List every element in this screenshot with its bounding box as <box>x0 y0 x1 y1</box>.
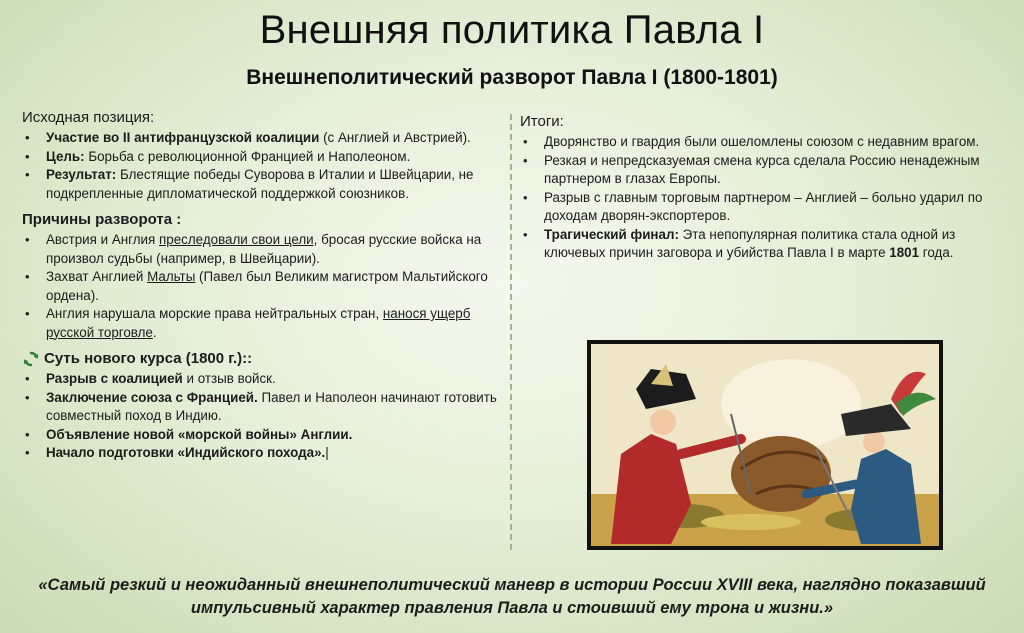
caricature-image <box>587 340 943 550</box>
left-column <box>22 108 500 470</box>
cycle-arrows-icon <box>22 350 40 368</box>
initial-position-heading: Исходная позиция: <box>22 109 155 126</box>
list-item: • Цель: Борьба с революционной Францией и Наполеоном. <box>22 148 500 167</box>
list-item: • Англия нарушала морские права нейтральных стран, нанося ущерб русской торговле. <box>22 305 500 342</box>
new-course-heading: Суть нового курса (1800 г.):: <box>22 349 500 368</box>
plumb-pudding-caricature-illustration <box>591 344 939 546</box>
list-item: • Захват Англией Мальты (Павел был Великим магистром Мальтийского ордена). <box>22 268 500 305</box>
list-item: • Разрыв с главным торговым партнером – Англией – больно ударил по доходам дворян-экспортеров. <box>520 189 1008 226</box>
new-course-list <box>22 370 500 463</box>
list-item: • Заключение союза с Францией. Павел и Наполеон начинают готовить совместный поход в Индию. <box>22 389 500 426</box>
column-divider <box>510 114 512 550</box>
right-column <box>520 112 1008 270</box>
reasons-heading: Причины разворота : <box>22 211 182 228</box>
list-item: • Дворянство и гвардия были ошеломлены союзом с недавним врагом. <box>520 133 1008 152</box>
list-item: • Австрия и Англия преследовали свои цели, бросая русские войска на произвол судьбы (например, в Швейцарии). <box>22 231 500 268</box>
page-title: Внешняя политика Павла I <box>259 8 765 52</box>
results-list <box>520 133 1008 263</box>
list-item: • Трагический финал: Эта непопулярная политика стала одной из ключевых причин заговора и убийства Павла I в марте 1801 года. <box>520 226 1008 263</box>
list-item: • Объявление новой «морской войны» Англии. <box>22 426 500 445</box>
list-item: • Начало подготовки «Индийского похода».| <box>22 444 500 463</box>
list-item: • Разрыв с коалицией и отзыв войск. <box>22 370 500 389</box>
list-item: • Результат: Блестящие победы Суворова в Италии и Швейцарии, не подкрепленные дипломатической поддержкой союзников. <box>22 166 500 203</box>
closing-quote: «Самый резкий и неожиданный внешнеполитический маневр в истории России XVIII века, наглядно показавший импульсивный характер правления Павла и стоивший ему трона и жизни.» <box>38 576 986 617</box>
results-heading: Итоги: <box>520 113 564 130</box>
list-item: • Резкая и непредсказуемая смена курса сделала Россию ненадежным партнером в глазах Европы. <box>520 152 1008 189</box>
page-subtitle: Внешнеполитический разворот Павла I (1800-1801) <box>246 66 778 89</box>
list-item: • Участие во II антифранцузской коалиции (с Англией и Австрией). <box>22 129 500 148</box>
reasons-list <box>22 231 500 342</box>
initial-position-list <box>22 129 500 203</box>
